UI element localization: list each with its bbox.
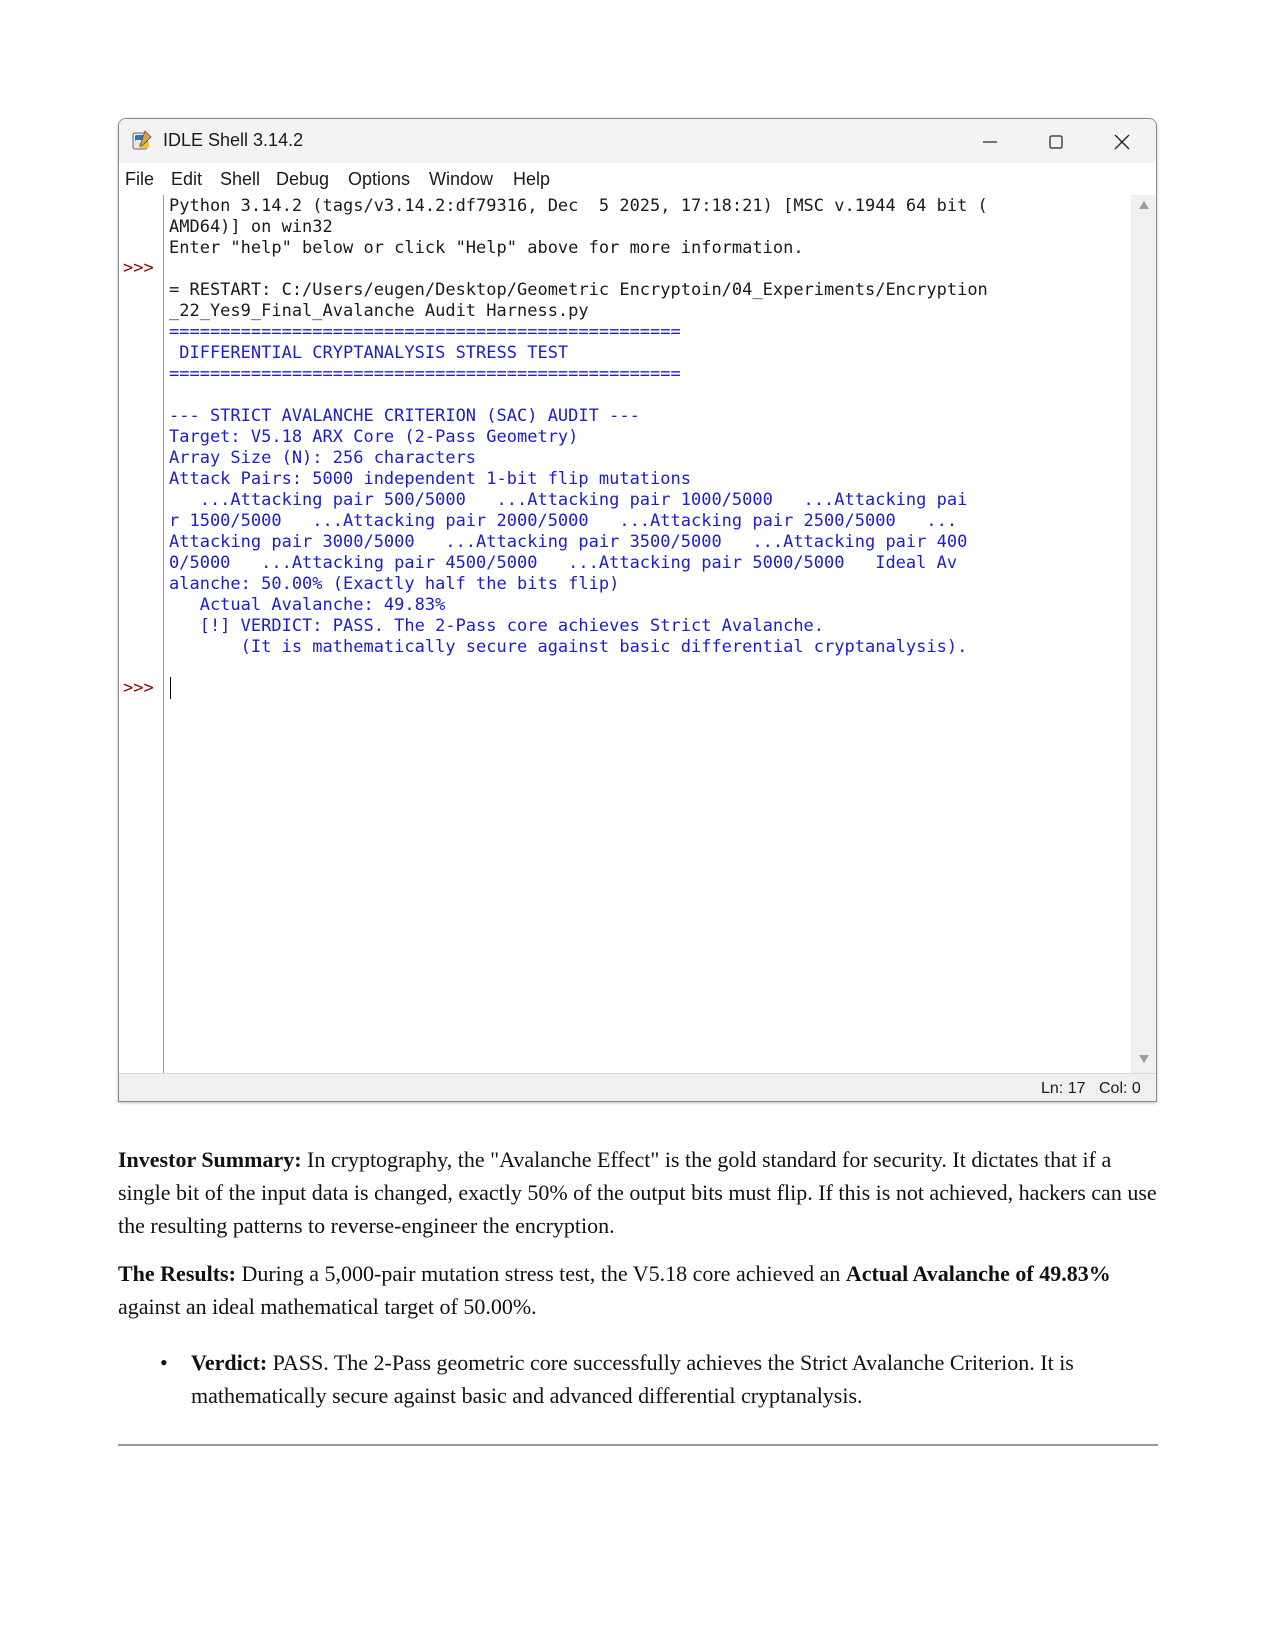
title-bar[interactable] bbox=[119, 119, 1156, 163]
results-label: The Results: bbox=[118, 1261, 236, 1286]
shell-line: Python 3.14.2 (tags/v3.14.2:df79316, Dec 5 2025, 17:18:21) [MSC v.1944 64 bit ( bbox=[169, 196, 988, 216]
results-text-part1: During a 5,000-pair mutation stress test, the V5.18 core achieved an bbox=[235, 1261, 846, 1286]
window-title: IDLE Shell 3.14.2 bbox=[163, 130, 304, 150]
close-icon bbox=[1112, 132, 1132, 152]
scroll-down-arrow-icon[interactable] bbox=[1139, 1055, 1149, 1063]
results-paragraph bbox=[118, 1257, 1158, 1323]
menu-options[interactable]: Options bbox=[348, 169, 411, 189]
shell-line: Attacking pair 3000/5000 ...Attacking pair 3500/5000 ...Attacking pair 400 bbox=[169, 532, 968, 552]
shell-text-area[interactable] bbox=[165, 195, 1125, 1073]
maximize-icon bbox=[1046, 132, 1066, 152]
shell-line: 0/5000 ...Attacking pair 4500/5000 ...Attacking pair 5000/5000 Ideal Av bbox=[169, 553, 958, 573]
investor-summary-label: Investor Summary: bbox=[118, 1147, 302, 1172]
horizontal-divider bbox=[118, 1444, 1158, 1446]
minimize-button[interactable] bbox=[957, 119, 1023, 163]
menu-debug[interactable]: Debug bbox=[276, 169, 330, 189]
menu-edit[interactable]: Edit bbox=[171, 169, 203, 189]
shell-line: alanche: 50.00% (Exactly half the bits flip) bbox=[169, 574, 620, 594]
status-bar bbox=[119, 1073, 1156, 1102]
idle-shell-window bbox=[118, 118, 1157, 1102]
shell-line: Array Size (N): 256 characters bbox=[169, 448, 477, 468]
shell-line: (It is mathematically secure against basic differential cryptanalysis). bbox=[169, 637, 968, 657]
shell-prompt: >>> bbox=[123, 258, 154, 278]
menu-shell[interactable]: Shell bbox=[220, 169, 261, 189]
status-line-number: Ln: 17 bbox=[1041, 1080, 1086, 1097]
shell-line: --- STRICT AVALANCHE CRITERION (SAC) AUDIT --- bbox=[169, 406, 640, 426]
close-button[interactable] bbox=[1089, 119, 1155, 163]
menu-help[interactable]: Help bbox=[513, 169, 551, 189]
shell-line: ================================================== bbox=[169, 364, 681, 384]
results-highlight: Actual Avalanche of 49.83% bbox=[845, 1261, 1111, 1286]
scroll-up-arrow-icon[interactable] bbox=[1139, 201, 1149, 209]
shell-prompt-active: >>> bbox=[123, 678, 154, 698]
menu-file[interactable]: File bbox=[125, 169, 155, 189]
shell-line: Target: V5.18 ARX Core (2-Pass Geometry) bbox=[169, 427, 579, 447]
shell-line: r 1500/5000 ...Attacking pair 2000/5000 ...Attacking pair 2500/5000 ... bbox=[169, 511, 958, 531]
text-cursor bbox=[170, 677, 171, 699]
python-idle-icon bbox=[131, 129, 153, 151]
menu-window[interactable]: Window bbox=[429, 169, 494, 189]
status-column-number: Col: 0 bbox=[1099, 1080, 1141, 1097]
investor-summary-text: In cryptography, the "Avalanche Effect" is the gold standard for security. It dictates that if a single bit of the input data is changed, exactly 50% of the output bits must flip. If this is not achieved, hackers can use the resulting patterns to reverse-engineer the encryption. bbox=[118, 1147, 1157, 1238]
vertical-scrollbar[interactable] bbox=[1131, 195, 1157, 1073]
shell-line: _22_Yes9_Final_Avalanche Audit Harness.py bbox=[169, 301, 589, 321]
bullet-icon: • bbox=[160, 1350, 168, 1375]
prompt-gutter bbox=[119, 195, 164, 1073]
verdict-text: PASS. The 2-Pass geometric core successfully achieves the Strict Avalanche Criterion. It is mathematically secure against basic and advanced differential cryptanalysis. bbox=[191, 1350, 1074, 1408]
verdict-label: Verdict: bbox=[191, 1350, 268, 1375]
shell-line: Actual Avalanche: 49.83% bbox=[169, 595, 446, 615]
shell-line: DIFFERENTIAL CRYPTANALYSIS STRESS TEST bbox=[169, 343, 569, 363]
shell-line: ...Attacking pair 500/5000 ...Attacking pair 1000/5000 ...Attacking pai bbox=[169, 490, 968, 510]
menu-bar bbox=[119, 163, 1156, 195]
shell-line: = RESTART: C:/Users/eugen/Desktop/Geometric Encryptoin/04_Experiments/Encryption bbox=[169, 280, 988, 300]
shell-line: ================================================== bbox=[169, 322, 681, 342]
investor-summary-paragraph bbox=[118, 1143, 1158, 1242]
shell-line: [!] VERDICT: PASS. The 2-Pass core achieves Strict Avalanche. bbox=[169, 616, 825, 636]
maximize-button[interactable] bbox=[1023, 119, 1089, 163]
shell-line: Enter "help" below or click "Help" above for more information. bbox=[169, 238, 804, 258]
verdict-list-item bbox=[191, 1346, 1166, 1412]
shell-line: Attack Pairs: 5000 independent 1-bit flip mutations bbox=[169, 469, 691, 489]
results-text-part2: against an ideal mathematical target of 50.00%. bbox=[118, 1294, 537, 1319]
shell-line: AMD64)] on win32 bbox=[169, 217, 333, 237]
minimize-icon bbox=[980, 132, 1000, 152]
